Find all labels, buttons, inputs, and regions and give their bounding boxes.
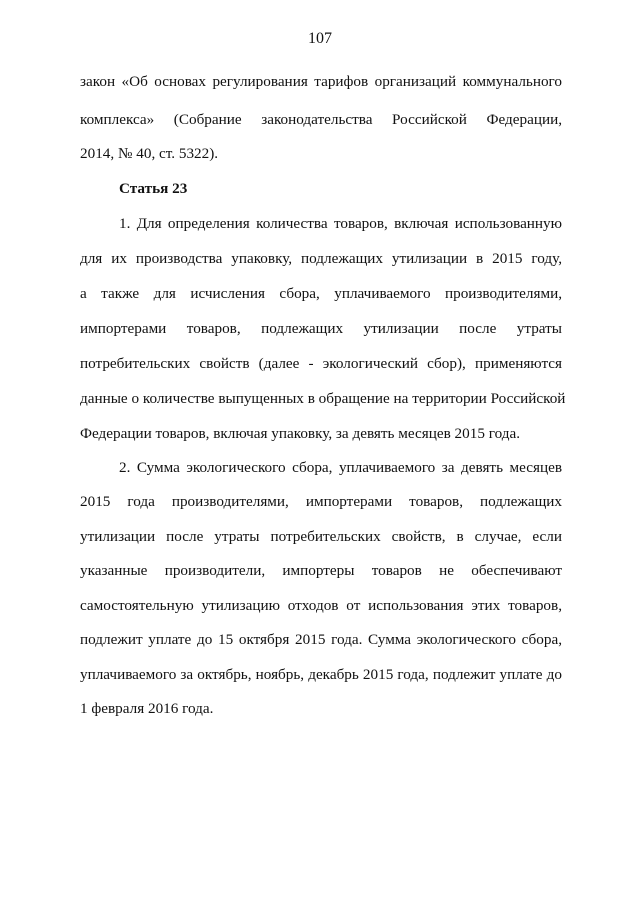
text-line: 2014, № 40, ст. 5322). [80,145,219,162]
text-line: комплекса» (Собрание законодательства Российской Федерации, [80,111,562,128]
article-title: Статья 23 [119,180,188,197]
text-line: уплачиваемого за октябрь, ноябрь, декабрь 2015 года, подлежит уплате до [80,666,562,683]
text-line: а также для исчисления сбора, уплачиваемого производителями, [80,285,562,302]
text-line: данные о количестве выпущенных в обращение на территории Российской [80,390,566,407]
text-line: закон «Об основах регулирования тарифов организаций коммунального [80,73,562,90]
text-line: утилизации после утраты потребительских свойств, в случае, если [80,528,562,545]
text-line: 2015 года производителями, импортерами товаров, подлежащих [80,493,562,510]
page-number: 107 [308,30,332,47]
text-line: самостоятельную утилизацию отходов от использования этих товаров, [80,597,562,614]
text-line: подлежит уплате до 15 октября 2015 года. Сумма экологического сбора, [80,631,562,648]
text-line: Федерации товаров, включая упаковку, за девять месяцев 2015 года. [80,425,520,442]
text-line: потребительских свойств (далее - экологический сбор), применяются [80,355,562,372]
text-line: 2. Сумма экологического сбора, уплачиваемого за девять месяцев [119,459,562,476]
text-line: для их производства упаковку, подлежащих утилизации в 2015 году, [80,250,562,267]
text-line: 1 февраля 2016 года. [80,700,214,717]
text-line: импортерами товаров, подлежащих утилизации после утраты [80,320,562,337]
text-line: указанные производители, импортеры товаров не обеспечивают [80,562,562,579]
text-line: 1. Для определения количества товаров, включая использованную [119,215,562,232]
